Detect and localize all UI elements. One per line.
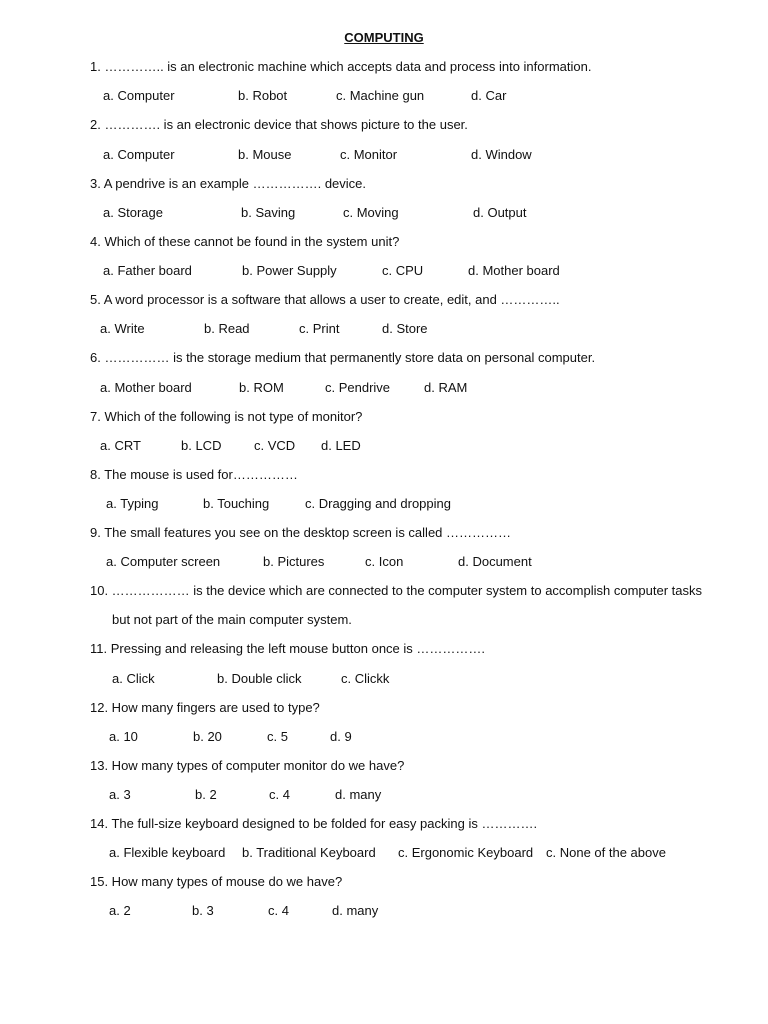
question-3-option-a: a. Storage: [103, 205, 163, 220]
question-5-option-d: d. Store: [382, 321, 428, 336]
question-12-option-d: d. 9: [330, 729, 352, 744]
question-3-option-c: c. Moving: [343, 205, 399, 220]
question-1-option-c: c. Machine gun: [336, 88, 425, 103]
question-11-text: 11. Pressing and releasing the left mouse button once is …………….: [90, 641, 486, 656]
question-12-option-c: c. 5: [267, 729, 288, 744]
question-7-option-c: c. VCD: [254, 438, 296, 453]
question-1-option-d: d. Car: [471, 88, 507, 103]
question-10-text: 10. ……………… is the device which are connected to the computer system to accomplish computer tasks: [90, 583, 702, 598]
question-7-option-a: a. CRT: [100, 438, 141, 453]
question-10-text-continued: but not part of the main computer system.: [112, 612, 352, 627]
question-2-text: 2. …………. is an electronic device that shows picture to the user.: [90, 117, 468, 132]
question-5-option-b: b. Read: [204, 321, 250, 336]
question-14-option-d: c. None of the above: [546, 845, 666, 860]
question-15-option-b: b. 3: [192, 903, 214, 918]
question-8-text: 8. The mouse is used for……………: [90, 467, 298, 482]
question-14-option-a: a. Flexible keyboard: [109, 845, 226, 860]
question-9-text: 9. The small features you see on the desktop screen is called ……………: [90, 525, 512, 540]
question-7-text: 7. Which of the following is not type of monitor?: [90, 409, 363, 424]
question-4-text: 4. Which of these cannot be found in the system unit?: [90, 234, 400, 249]
question-7-option-d: d. LED: [321, 438, 361, 453]
question-8-option-c: c. Dragging and dropping: [305, 496, 451, 511]
question-11-option-c: c. Clickk: [341, 671, 390, 686]
question-6-text: 6. …………… is the storage medium that permanently store data on personal computer.: [90, 350, 596, 365]
question-13-option-b: b. 2: [195, 787, 217, 802]
question-12-option-a: a. 10: [109, 729, 138, 744]
question-9-option-a: a. Computer screen: [106, 554, 221, 569]
question-13-text: 13. How many types of computer monitor do we have?: [90, 758, 405, 773]
question-4-option-a: a. Father board: [103, 263, 192, 278]
question-6-option-b: b. ROM: [239, 380, 284, 395]
question-12-text: 12. How many fingers are used to type?: [90, 700, 320, 715]
question-6-option-a: a. Mother board: [100, 380, 192, 395]
question-4-option-d: d. Mother board: [468, 263, 560, 278]
question-4-option-b: b. Power Supply: [242, 263, 337, 278]
question-13-option-a: a. 3: [109, 787, 131, 802]
question-3-option-b: b. Saving: [241, 205, 296, 220]
question-1-option-a: a. Computer: [103, 88, 175, 103]
question-6-option-c: c. Pendrive: [325, 380, 391, 395]
question-13-option-d: d. many: [335, 787, 382, 802]
question-2-option-b: b. Mouse: [238, 147, 292, 162]
question-9-option-d: d. Document: [458, 554, 532, 569]
question-1-text: 1. ………….. is an electronic machine which accepts data and process into information.: [90, 59, 592, 74]
question-3-text: 3. A pendrive is an example ……………. device.: [90, 176, 367, 191]
question-9-option-b: b. Pictures: [263, 554, 325, 569]
question-5-option-c: c. Print: [299, 321, 340, 336]
question-6-option-d: d. RAM: [424, 380, 468, 395]
question-15-option-c: c. 4: [268, 903, 289, 918]
question-2-option-c: c. Monitor: [340, 147, 398, 162]
question-2-option-a: a. Computer: [103, 147, 175, 162]
question-11-option-a: a. Click: [112, 671, 155, 686]
question-15-text: 15. How many types of mouse do we have?: [90, 874, 343, 889]
question-2-option-d: d. Window: [471, 147, 532, 162]
question-14-text: 14. The full-size keyboard designed to be folded for easy packing is ………….: [90, 816, 538, 831]
question-5-option-a: a. Write: [100, 321, 145, 336]
question-5-text: 5. A word processor is a software that allows a user to create, edit, and …………..: [90, 292, 560, 307]
question-15-option-a: a. 2: [109, 903, 131, 918]
question-4-option-c: c. CPU: [382, 263, 424, 278]
question-14-option-b: b. Traditional Keyboard: [242, 845, 376, 860]
page-title: COMPUTING: [344, 30, 424, 45]
question-11-option-b: b. Double click: [217, 671, 302, 686]
question-12-option-b: b. 20: [193, 729, 222, 744]
question-8-option-b: b. Touching: [203, 496, 270, 511]
question-13-option-c: c. 4: [269, 787, 290, 802]
question-8-option-a: a. Typing: [106, 496, 159, 511]
question-9-option-c: c. Icon: [365, 554, 404, 569]
question-3-option-d: d. Output: [473, 205, 527, 220]
question-7-option-b: b. LCD: [181, 438, 222, 453]
question-1-option-b: b. Robot: [238, 88, 288, 103]
question-15-option-d: d. many: [332, 903, 379, 918]
question-14-option-c: c. Ergonomic Keyboard: [398, 845, 534, 860]
